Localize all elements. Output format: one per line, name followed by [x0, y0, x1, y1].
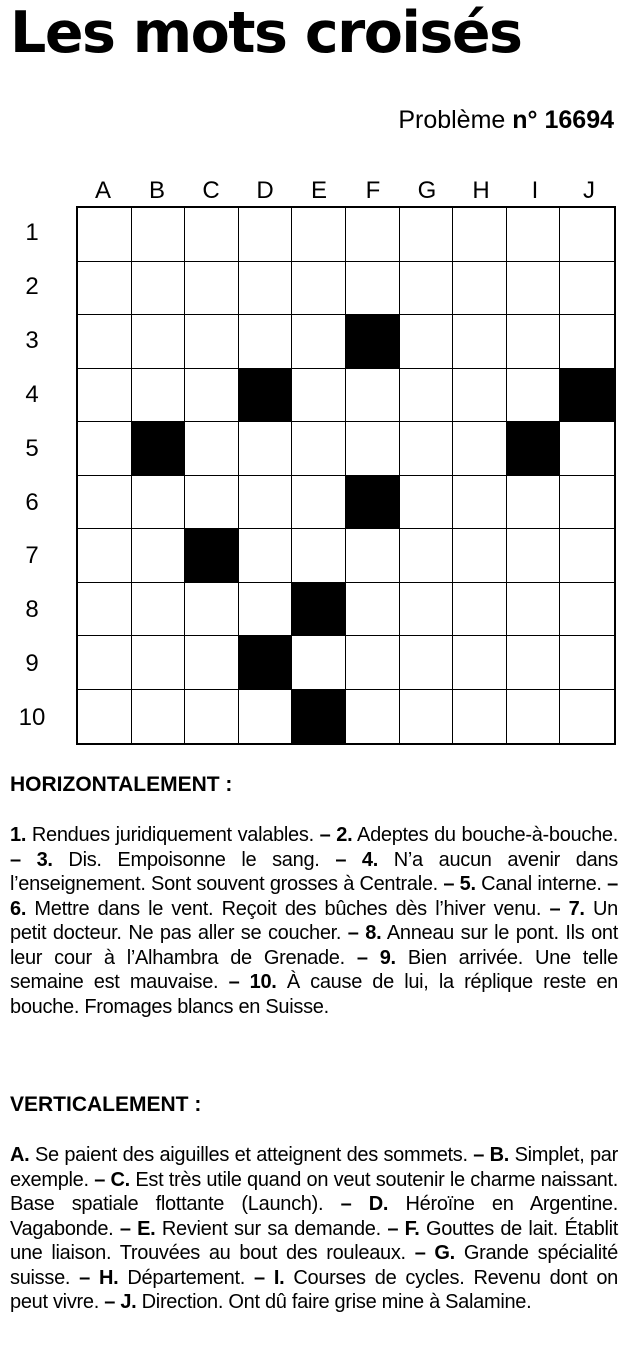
clue-text: À cause de lui, la réplique reste en bouche. Fromages blancs en Suisse. — [10, 971, 618, 1018]
grid-cell-d3[interactable] — [239, 315, 293, 369]
grid-cell-i6[interactable] — [507, 476, 561, 530]
grid-cell-h5[interactable] — [453, 422, 507, 476]
row-label-9: 9 — [25, 650, 39, 678]
clue-number: – 5. — [443, 873, 476, 895]
grid-cell-a8[interactable] — [78, 583, 132, 637]
grid-cell-f10[interactable] — [346, 690, 400, 744]
grid-cell-g5[interactable] — [400, 422, 454, 476]
column-label-i: I — [531, 177, 539, 204]
clue-text: Rendues juridiquement valables. — [26, 824, 314, 846]
grid-cell-a9[interactable] — [78, 636, 132, 690]
clue-text: Département. — [118, 1266, 245, 1289]
grid-cell-j9[interactable] — [560, 636, 614, 690]
grid-cell-c3[interactable] — [185, 315, 239, 369]
clue-number: – H. — [79, 1266, 119, 1289]
grid-cell-c10[interactable] — [185, 690, 239, 744]
grid-cell-f8[interactable] — [346, 583, 400, 637]
grid-cell-f1[interactable] — [346, 208, 400, 262]
column-label-g: G — [417, 177, 437, 204]
grid-cell-a5[interactable] — [78, 422, 132, 476]
grid-cell-i2[interactable] — [507, 262, 561, 316]
grid-cell-b8[interactable] — [132, 583, 186, 637]
grid-cell-e6[interactable] — [292, 476, 346, 530]
grid-cell-c4[interactable] — [185, 369, 239, 423]
row-label-7: 7 — [25, 542, 39, 570]
column-label-h: H — [472, 177, 490, 204]
grid-cell-g4[interactable] — [400, 369, 454, 423]
grid-cell-g2[interactable] — [400, 262, 454, 316]
grid-cell-b1[interactable] — [132, 208, 186, 262]
grid-cell-e9[interactable] — [292, 636, 346, 690]
grid-cell-a2[interactable] — [78, 262, 132, 316]
grid-cell-i5 — [507, 422, 561, 476]
grid-cell-c9[interactable] — [185, 636, 239, 690]
grid-cell-i8[interactable] — [507, 583, 561, 637]
horizontal-title: HORIZONTALEMENT : — [10, 773, 233, 796]
clue-number: – E. — [119, 1217, 156, 1240]
grid-cell-j6[interactable] — [560, 476, 614, 530]
clue-number: – C. — [94, 1168, 130, 1191]
row-label-8: 8 — [25, 596, 39, 624]
grid-cell-f7[interactable] — [346, 529, 400, 583]
clue-text: Revient sur sa demande. — [155, 1217, 381, 1240]
clue-number: – G. — [414, 1242, 455, 1264]
grid-cell-a7[interactable] — [78, 529, 132, 583]
grid-cell-h2[interactable] — [453, 262, 507, 316]
clue-number: – B. — [473, 1144, 510, 1166]
grid-cell-b3[interactable] — [132, 315, 186, 369]
problem-number — [398, 107, 614, 135]
grid-cell-h7[interactable] — [453, 529, 507, 583]
grid-cell-d7[interactable] — [239, 529, 293, 583]
grid-cell-a1[interactable] — [78, 208, 132, 262]
grid-cell-e4[interactable] — [292, 369, 346, 423]
crossword-grid — [76, 206, 616, 745]
clue-text: Canal interne. — [475, 873, 602, 895]
clue-text: Mettre dans le vent. Reçoit des bûches dès l’hiver venu. — [26, 897, 542, 920]
grid-cell-g10[interactable] — [400, 690, 454, 744]
column-label-j: J — [583, 177, 595, 204]
vertical-clues — [10, 1143, 618, 1315]
clue-text: Bien arrivée. Une telle semaine est mauvaise. — [10, 946, 618, 993]
clue-text: Gouttes de lait. Établit une liaison. Trouvées au bout des rouleaux. — [10, 1217, 618, 1264]
column-label-f: F — [365, 177, 381, 204]
grid-cell-g6[interactable] — [400, 476, 454, 530]
grid-cell-c8[interactable] — [185, 583, 239, 637]
grid-cell-h6[interactable] — [453, 476, 507, 530]
grid-cell-a6[interactable] — [78, 476, 132, 530]
row-label-2: 2 — [25, 272, 39, 300]
grid-cell-i1[interactable] — [507, 208, 561, 262]
grid-cell-d9 — [239, 636, 293, 690]
row-label-1: 1 — [25, 219, 39, 246]
clue-number: – D. — [340, 1193, 389, 1215]
problem-label: Problème — [398, 106, 506, 134]
clue-number: – J. — [104, 1291, 137, 1313]
clue-item — [320, 824, 618, 846]
grid-cell-c2[interactable] — [185, 262, 239, 316]
grid-cell-j8[interactable] — [560, 583, 614, 637]
grid-cell-d5[interactable] — [239, 422, 293, 476]
grid-cell-f2[interactable] — [346, 262, 400, 316]
clue-number: – 7. — [549, 897, 585, 920]
row-label-3: 3 — [25, 326, 39, 354]
clue-text: Direction. Ont dû faire grise mine à Salamine. — [136, 1291, 532, 1313]
grid-cell-e5[interactable] — [292, 422, 346, 476]
row-label-6: 6 — [25, 488, 39, 516]
grid-cell-b5 — [132, 422, 186, 476]
clue-number: 1. — [10, 824, 27, 846]
clue-item — [120, 1218, 381, 1240]
grid-cell-e3[interactable] — [292, 315, 346, 369]
clue-number: – 6. — [10, 873, 618, 920]
clue-text: Courses de cycles. Revenu dont on peut vivre. — [10, 1266, 618, 1313]
grid-cell-c5[interactable] — [185, 422, 239, 476]
grid-cell-g3[interactable] — [400, 315, 454, 369]
grid-cell-j10[interactable] — [560, 690, 614, 744]
clue-item — [79, 1267, 245, 1289]
grid-cell-e10 — [292, 690, 346, 744]
clue-number: – 3. — [10, 848, 53, 871]
clue-text: Est très utile quand on veut soutenir le charme naissant. Base spatiale flottante (Launch). — [10, 1168, 618, 1215]
grid-cell-f4[interactable] — [346, 369, 400, 423]
grid-cell-a4[interactable] — [78, 369, 132, 423]
clue-text: Simplet, par exemple. — [10, 1144, 618, 1191]
grid-cell-f5[interactable] — [346, 422, 400, 476]
column-label-d: D — [256, 177, 274, 204]
grid-cell-j7[interactable] — [560, 529, 614, 583]
grid-cell-c1[interactable] — [185, 208, 239, 262]
grid-cell-b7[interactable] — [132, 529, 186, 583]
grid-cell-i10[interactable] — [507, 690, 561, 744]
clue-text: Un petit docteur. Ne pas aller se coucher. — [10, 897, 618, 944]
horizontal-clues — [10, 823, 618, 1019]
clue-number: – 4. — [335, 848, 378, 871]
grid-cell-c6[interactable] — [185, 476, 239, 530]
grid-cell-b2[interactable] — [132, 262, 186, 316]
grid-cell-h8[interactable] — [453, 583, 507, 637]
clue-text: Dis. Empoisonne le sang. — [52, 848, 320, 871]
grid-cell-i3[interactable] — [507, 315, 561, 369]
problem-id: n° 16694 — [512, 106, 614, 134]
clue-text: Se paient des aiguilles et atteignent des sommets. — [29, 1144, 468, 1166]
clue-text: Grande spécialité suisse. — [10, 1242, 618, 1289]
row-label-10: 10 — [18, 704, 46, 732]
grid-cell-b9[interactable] — [132, 636, 186, 690]
grid-cell-f6 — [346, 476, 400, 530]
grid-cell-e2[interactable] — [292, 262, 346, 316]
clue-item — [104, 1291, 531, 1313]
vertical-title: VERTICALEMENT : — [10, 1093, 202, 1116]
grid-cell-h9[interactable] — [453, 636, 507, 690]
column-label-b: B — [148, 177, 165, 204]
grid-cell-j2[interactable] — [560, 262, 614, 316]
grid-cell-h1[interactable] — [453, 208, 507, 262]
clue-text: Adeptes du bouche-à-bouche. — [352, 824, 618, 846]
page-title: Les mots croisés — [10, 0, 522, 66]
grid-cell-d4 — [239, 369, 293, 423]
clue-number: – 2. — [319, 824, 353, 846]
grid-cell-e1[interactable] — [292, 208, 346, 262]
grid-cell-a3[interactable] — [78, 315, 132, 369]
clue-number: – 8. — [347, 922, 382, 944]
clue-number: – 9. — [356, 946, 396, 969]
grid-cell-i9[interactable] — [507, 636, 561, 690]
grid-cell-j5[interactable] — [560, 422, 614, 476]
column-label-e: E — [310, 177, 327, 204]
clue-number: A. — [10, 1144, 30, 1166]
grid-cell-d8[interactable] — [239, 583, 293, 637]
grid-cell-g8[interactable] — [400, 583, 454, 637]
column-label-c: C — [202, 177, 220, 204]
grid-cell-j1[interactable] — [560, 208, 614, 262]
clue-text: N’a aucun avenir dans l’enseignement. Sont souvent grosses à Centrale. — [10, 848, 618, 895]
clue-text: Héroïne en Argentine. Vagabonde. — [10, 1193, 618, 1240]
row-label-5: 5 — [25, 434, 39, 462]
grid-cell-h3[interactable] — [453, 315, 507, 369]
grid-cell-a10[interactable] — [78, 690, 132, 744]
clue-number: – I. — [254, 1266, 285, 1289]
grid-cell-b10[interactable] — [132, 690, 186, 744]
grid-cell-j4 — [560, 369, 614, 423]
clue-item — [10, 1144, 468, 1166]
grid-cell-h4[interactable] — [453, 369, 507, 423]
grid-cell-e8 — [292, 583, 346, 637]
grid-cell-d10[interactable] — [239, 690, 293, 744]
grid-cell-b4[interactable] — [132, 369, 186, 423]
grid-cell-b6[interactable] — [132, 476, 186, 530]
clue-number: – 10. — [228, 971, 277, 993]
grid-cell-d2[interactable] — [239, 262, 293, 316]
grid-cell-g1[interactable] — [400, 208, 454, 262]
grid-cell-d6[interactable] — [239, 476, 293, 530]
grid-cell-g7[interactable] — [400, 529, 454, 583]
row-label-4: 4 — [25, 380, 39, 408]
grid-cell-g9[interactable] — [400, 636, 454, 690]
grid-cell-i4[interactable] — [507, 369, 561, 423]
clue-text: Anneau sur le pont. Ils ont leur cour à l’Alhambra de Grenade. — [10, 922, 618, 969]
clue-item — [443, 873, 601, 895]
grid-cell-f9[interactable] — [346, 636, 400, 690]
grid-cell-e7[interactable] — [292, 529, 346, 583]
grid-cell-f3 — [346, 315, 400, 369]
clue-item — [10, 849, 320, 871]
grid-cell-h10[interactable] — [453, 690, 507, 744]
grid-cell-d1[interactable] — [239, 208, 293, 262]
clue-item — [10, 824, 314, 846]
grid-cell-c7 — [185, 529, 239, 583]
clue-number: – F. — [387, 1217, 420, 1240]
grid-cell-j3[interactable] — [560, 315, 614, 369]
column-label-a: A — [94, 177, 111, 204]
grid-cell-i7[interactable] — [507, 529, 561, 583]
